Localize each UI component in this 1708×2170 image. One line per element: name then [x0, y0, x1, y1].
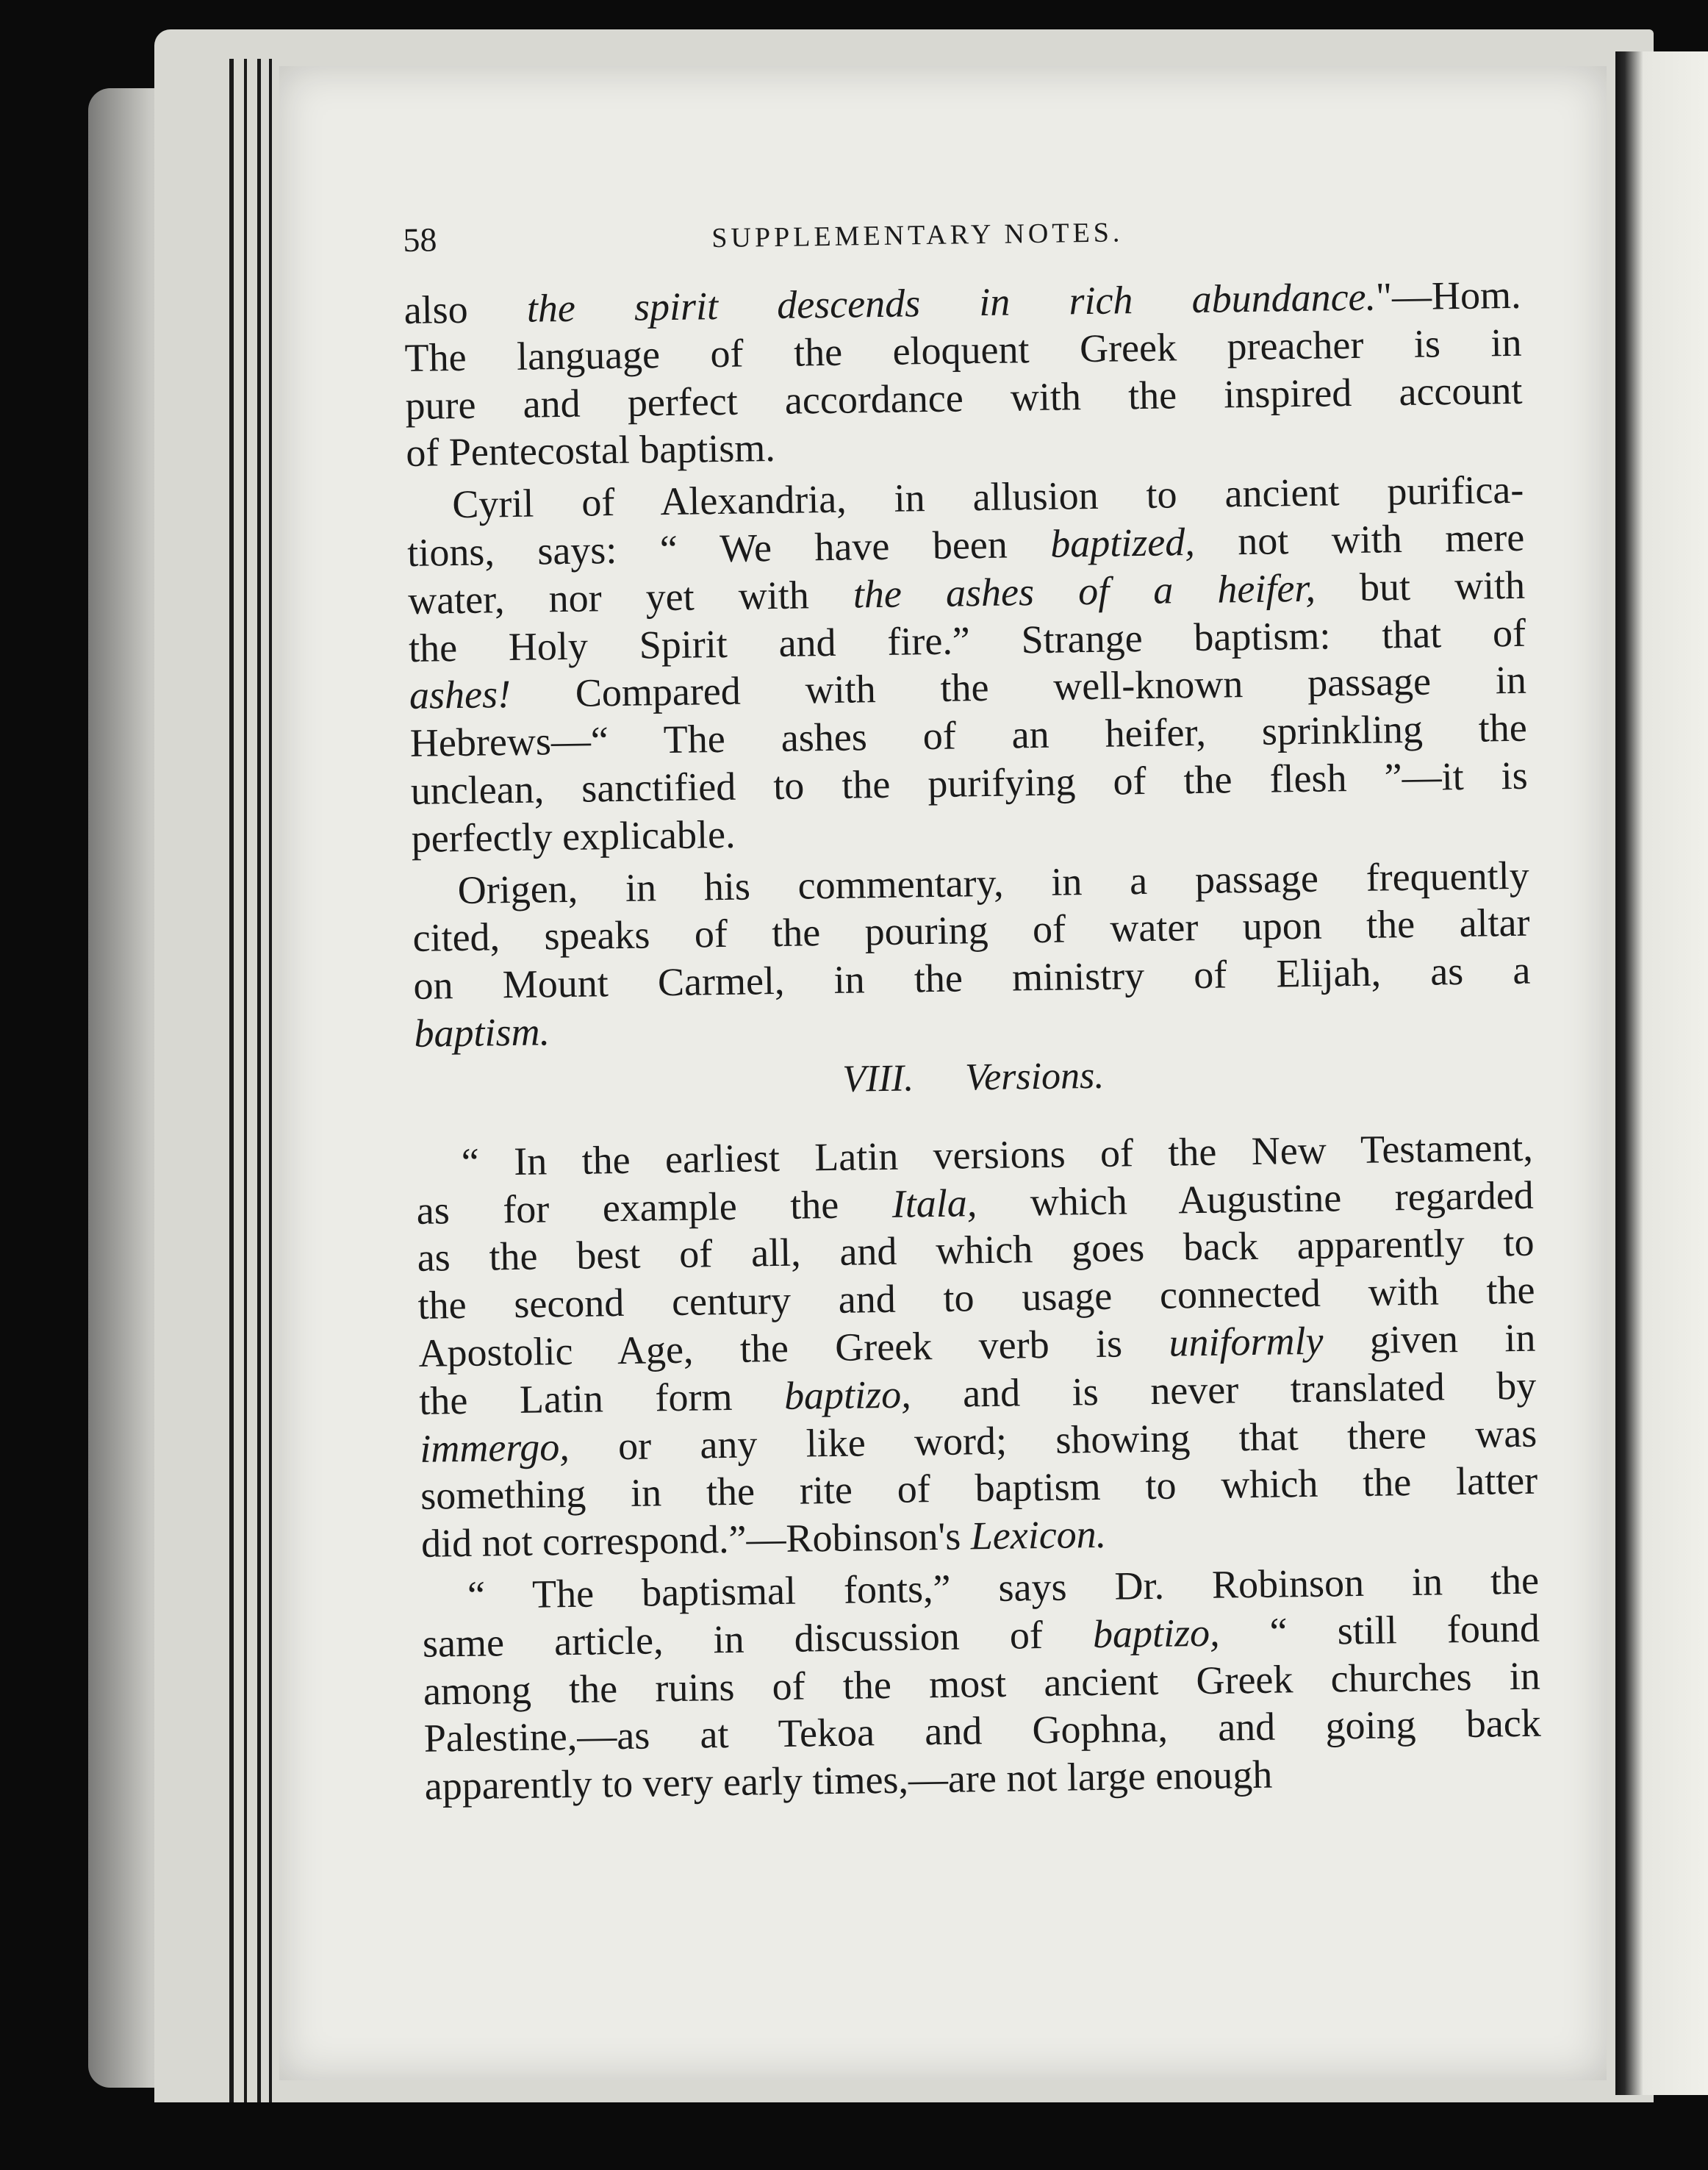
text-run: the second century and to usage connected with the: [417, 1267, 1535, 1328]
text-run: Cyril of Alexandria, in allusion to ancient purifica-: [451, 467, 1524, 527]
text-run: tions, says: “ We have been: [406, 521, 1051, 575]
paragraph-p5: [422, 1557, 1542, 1811]
text-run: among the ruins of the most ancient Greek churches in: [423, 1653, 1541, 1714]
text-run: cited, speaks of the pouring of water upon the altar: [412, 900, 1530, 961]
text-run: “ In the earliest Latin versions of the New Testament,: [461, 1125, 1534, 1184]
section-numeral: VIII.: [842, 1057, 914, 1100]
italic-text: the spirit descends in rich abundance.: [526, 274, 1377, 331]
page-edge-line: [257, 59, 261, 2102]
running-head: SUPPLEMENTARY NOTES.: [711, 217, 1124, 254]
italic-text: uniformly: [1169, 1318, 1324, 1365]
text-run: but with: [1315, 562, 1526, 610]
italic-text: baptizo,: [783, 1372, 911, 1418]
text-run: something in the rite of baptism to which the latter: [420, 1458, 1538, 1519]
paragraph-p2: [406, 466, 1529, 863]
text-run: Hebrews—“ The ashes of an heifer, sprinkling the: [409, 705, 1528, 766]
text-run: on Mount Carmel, in the ministry of Elijah, as a: [413, 948, 1531, 1009]
text-run: as the best of all, and which goes back apparently to: [417, 1220, 1535, 1281]
text-run: given in: [1323, 1315, 1536, 1363]
italic-text: baptism.: [414, 1009, 550, 1056]
page-edge-line: [244, 59, 247, 2102]
text-run: the Latin form: [419, 1373, 785, 1423]
text-run: as for example the: [416, 1181, 893, 1233]
text-run: Compared with the well-known passage in: [510, 658, 1527, 717]
text-run: Apostolic Age, the Greek verb is: [418, 1320, 1169, 1375]
paragraph-p1: [403, 271, 1523, 477]
text-run: water, nor yet with: [407, 572, 854, 623]
section-heading: [415, 1048, 1532, 1106]
text-run: of Pentecostal baptism.: [405, 426, 776, 476]
italic-text: Lexicon.: [970, 1511, 1107, 1558]
body-text-after: [415, 1123, 1542, 1810]
text-run: apparently to very early times,—are not large enough: [424, 1752, 1273, 1808]
text-run: not with mere: [1194, 515, 1525, 564]
text-run: pure and perfect accordance with the inspired account: [405, 368, 1523, 428]
italic-text: immergo,: [419, 1424, 570, 1471]
italic-text: ashes!: [409, 672, 512, 718]
text-run: also: [403, 286, 528, 332]
paragraph-p4: [415, 1123, 1538, 1567]
body-text-before: [403, 271, 1531, 1058]
paragraph-p3: [412, 851, 1531, 1057]
text-run: which Augustine regarded: [976, 1172, 1535, 1225]
page-edge-line: [269, 59, 272, 2102]
text-run: same article, in discussion of: [422, 1611, 1094, 1666]
text-run: did not correspond.”—Robinson's: [420, 1514, 972, 1566]
text-run: perfectly explicable.: [411, 812, 736, 861]
text-run: Origen, in his commentary, in a passage frequently: [457, 853, 1529, 912]
text-run: “ The baptismal fonts,” says Dr. Robinson in the: [467, 1558, 1540, 1617]
text-run: and is never translated by: [911, 1363, 1537, 1417]
right-page-edge: [1615, 51, 1708, 2095]
page-edge-line: [229, 59, 234, 2102]
italic-text: Itala,: [891, 1180, 977, 1226]
italic-text: baptizo,: [1092, 1610, 1220, 1656]
page-number: 58: [403, 221, 437, 259]
text-run: the Holy Spirit and fire.” Strange baptism: that of: [408, 610, 1526, 670]
text-run: "—Hom.: [1375, 272, 1521, 319]
text-run: or any like word; showing that there was: [569, 1411, 1537, 1469]
section-title: Versions.: [964, 1054, 1105, 1099]
italic-text: the ashes of a heifer,: [853, 565, 1316, 617]
text-run: The language of the eloquent Greek preacher is in: [404, 320, 1522, 380]
text-run: unclean, sanctified to the purifying of the flesh ”—it is: [410, 753, 1529, 813]
page-content: [403, 205, 1542, 1815]
italic-text: baptized,: [1049, 519, 1196, 566]
text-run: Palestine,—as at Tekoa and Gophna, and going back: [423, 1700, 1542, 1761]
text-run: “ still found: [1219, 1605, 1540, 1655]
